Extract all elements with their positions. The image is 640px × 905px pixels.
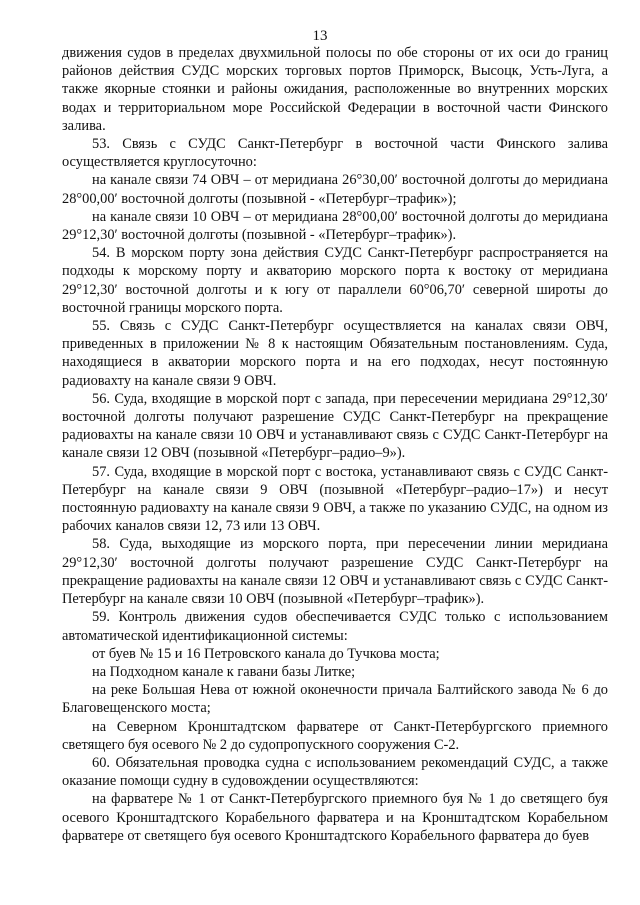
paragraph-intro-continuation: движения судов в пределах двухмильной полосы по обе стороны от их оси до границ районов действия СУДС морских торговых портов Приморск, Высоцк, Усть-Луга, а также якорные стоянки и районы ожидания, расположенные во внутренних морских водах и территориальном море Российской Федерации в восточной части Финского залива. (62, 45, 608, 134)
paragraph-59: 59. Контроль движения судов обеспечивается СУДС только с использованием автоматической идентификационной системы: (62, 609, 608, 644)
paragraph-59-item-litke: на Подходном канале к гавани базы Литке; (92, 663, 356, 680)
paragraph-54: 54. В морском порту зона действия СУДС Санкт-Петербург распространяется на подходы к морскому порту и акваторию морского порта к востоку от меридиана 29°12,30′ восточной долготы и к югу от параллели 60°06,70′ северной широты до восточной границы морского порта. (62, 245, 608, 316)
paragraph-59-item-northern-fairway: на Северном Кронштадтском фарватере от Санкт-Петербургского приемного светящего буя осевого № 2 до судопропускного сооружения С-2. (62, 718, 608, 753)
paragraph-58: 58. Суда, выходящие из морского порта, при пересечении линии меридиана 29°12,30′ восточной долготы получают разрешение СУДС Санкт-Петербург на прекращение радиовахты на канале связи 12 ОВЧ и устанавливают связь с СУДС Санкт-Петербург на канале связи 10 ОВЧ (позывной «Петербург–трафик»). (62, 536, 608, 608)
document-body (62, 44, 608, 845)
paragraph-53-channel-74: на канале связи 74 ОВЧ – от меридиана 26°30,00′ восточной долготы до меридиана 28°00,00′ восточной долготы (позывной - «Петербург–трафик»); (62, 172, 608, 207)
paragraph-57: 57. Суда, входящие в морской порт с востока, устанавливают связь с СУДС Санкт-Петербург на канале связи 9 ОВЧ (позывной «Петербург–радио–17») и несут постоянную радиовахту на канале связи 9 ОВЧ, а также по указанию СУДС, на одном из рабочих каналов связи 12, 73 или 13 ОВЧ. (62, 463, 608, 535)
paragraph-53: 53. Связь с СУДС Санкт-Петербург в восточной части Финского залива осуществляется круглосуточно: (62, 136, 608, 171)
paragraph-56: 56. Суда, входящие в морской порт с запада, при пересечении меридиана 29°12,30′ восточной долготы получают разрешение СУДС Санкт-Петербург на прекращение радиовахты на канале связи 10 ОВЧ и устанавливают связь с СУДС Санкт-Петербург на канале связи 12 ОВЧ (позывной «Петербург–радио–9»). (62, 390, 608, 462)
paragraph-55: 55. Связь с СУДС Санкт-Петербург осуществляется на каналах связи ОВЧ, приведенных в приложении № 8 к настоящим Обязательным постановлениям. Суда, находящиеся в акватории морского порта и на его подходах, несут постоянную радиовахту на канале связи 9 ОВЧ. (62, 318, 608, 389)
paragraph-59-item-bolshaya-neva: на реке Большая Нева от южной оконечности причала Балтийского завода № 6 до Благовещенского моста; (62, 682, 608, 717)
paragraph-59-item-petrovsky: от буев № 15 и 16 Петровского канала до Тучкова моста; (92, 645, 440, 662)
paragraph-53-channel-10: на канале связи 10 ОВЧ – от меридиана 28°00,00′ восточной долготы до меридиана 29°12,30′ восточной долготы (позывной - «Петербург–трафик»). (62, 208, 608, 244)
page-number: 13 (312, 28, 328, 44)
paragraph-60: 60. Обязательная проводка судна с использованием рекомендаций СУДС, а также оказание помощи судну в судовождении осуществляются: (62, 754, 608, 790)
paragraph-60-item-fairway-1: на фарватере № 1 от Санкт-Петербургского приемного буя № 1 до светящего буя осевого Кронштадтского Корабельного фарватера и на Кронштадтском Корабельном фарватере от светящего буя осевого Кронштадтского Корабельного фарватера до буев (62, 791, 608, 844)
